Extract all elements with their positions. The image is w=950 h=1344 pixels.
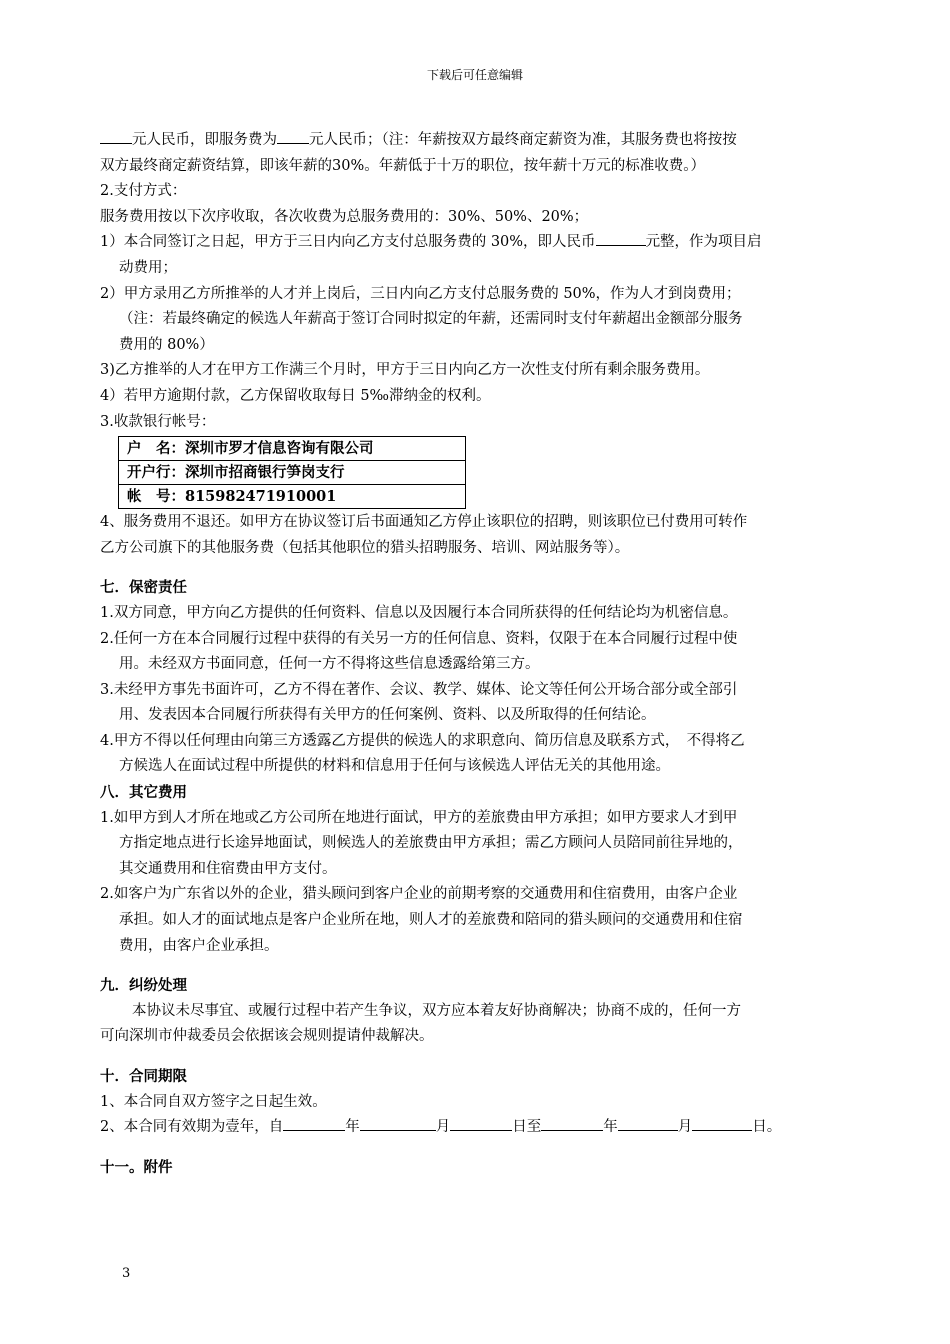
non-refund-line-2: 乙方公司旗下的其他服务费（包括其他职位的猎头招聘服务、培训、网站服务等）。: [100, 539, 630, 556]
non-refund-line-1: 4、服务费用不退还。如甲方在协议签订后书面通知乙方停止该职位的招聘，则该职位已付费用可转作: [100, 514, 748, 531]
blank-field: [618, 1115, 678, 1131]
section-7-line: 2.任何一方在本合同履行过程中获得的有关另一方的任何信息、资料，仅限于在本合同履行过程中使: [100, 630, 738, 647]
section-10-term-line: 2、本合同有效期为壹年，自 年 月 日至 年 月 日。: [100, 1115, 852, 1141]
section-8-line: 其交通费用和住宿费由甲方支付。: [119, 860, 337, 877]
payment-item-1: 1）本合同签订之日起，甲方于三日内向乙方支付总服务费的 30%，即人民币 元整，作为项目启: [100, 230, 852, 256]
section-7-line: 3.未经甲方事先书面许可，乙方不得在著作、会议、教学、媒体、论文等任何公开场合部分或全部引: [100, 681, 738, 698]
section-8-line: 方指定地点进行长途异地面试，则候选人的差旅费由甲方承担；需乙方顾问人员陪同前往异地的，: [119, 835, 743, 852]
section-9-title: 九．纠纷处理: [100, 977, 187, 995]
section-7-line: 用。未经双方书面同意，任何一方不得将这些信息透露给第三方。: [119, 656, 540, 673]
document-body: [100, 128, 852, 1180]
payment-item-1-cont: 动费用；: [119, 259, 177, 276]
section-7-line: 方候选人在面试过程中所提供的材料和信息用于任何与该候选人评估无关的其他用途。: [119, 758, 670, 775]
section-7-line: 4.甲方不得以任何理由向第三方透露乙方提供的候选人的求职意向、简历信息及联系方式， 不得将乙: [100, 732, 745, 749]
section-8-line: 1.如甲方到人才所在地或乙方公司所在地进行面试，甲方的差旅费由甲方承担；如甲方要求人才到甲: [100, 809, 738, 826]
payment-item-2-note-cont: 费用的 80%）: [119, 336, 214, 353]
blank-field: [360, 1115, 436, 1131]
section-9-line: 本协议未尽事宜、或履行过程中若产生争议，双方应本着友好协商解决；协商不成的，任何一方: [132, 1002, 741, 1019]
payment-item-2: 2）甲方录用乙方所推举的人才并上岗后，三日内向乙方支付总服务费的 50%，作为人才到岗费用；: [100, 285, 741, 302]
bank-account-number: 帐 号：815982471910001: [119, 485, 466, 509]
section-8-line: 承担。如人才的面试地点是客户企业所在地，则人才的差旅费和陪同的猎头顾问的交通费用和住宿: [119, 912, 743, 929]
section-7-line: 用、发表因本合同履行所获得有关甲方的任何案例、资料、以及所取得的任何结论。: [119, 707, 656, 724]
blank-field: [541, 1115, 603, 1131]
bank-account-heading: 3.收款银行帐号：: [100, 413, 216, 430]
section-10-title: 十．合同期限: [100, 1068, 187, 1085]
blank-field: [283, 1115, 345, 1131]
blank-field: [277, 128, 309, 144]
section-8-line: 费用，由客户企业承担。: [119, 937, 279, 954]
fee-line-1: 元人民币，即服务费为 元人民币；（注：年薪按双方最终商定薪资为准，其服务费也将按按: [100, 128, 852, 154]
section-7-title: 七．保密责任: [100, 579, 187, 597]
blank-field: [450, 1115, 512, 1131]
page-number: 3: [122, 1266, 131, 1281]
blank-field: [100, 128, 132, 144]
payment-order: 服务费用按以下次序收取，各次收费为总服务费用的：30%、50%、20%；: [100, 208, 589, 225]
payment-item-4: 4）若甲方逾期付款，乙方保留收取每日 5‰滞纳金的权利。: [100, 387, 491, 404]
fee-line-2: 双方最终商定薪资结算，即该年薪的30%。年薪低于十万的职位，按年薪十万元的标准收费。）: [100, 157, 705, 174]
bank-account-name: 户 名：深圳市罗才信息咨询有限公司: [119, 437, 466, 461]
blank-field: [596, 230, 646, 246]
section-9-line: 可向深圳市仲裁委员会依据该会规则提请仲裁解决。: [100, 1028, 434, 1045]
section-8-line: 2.如客户为广东省以外的企业，猎头顾问到客户企业的前期考察的交通费用和住宿费用，由客户企业: [100, 886, 738, 903]
section-7-line: 1.双方同意，甲方向乙方提供的任何资料、信息以及因履行本合同所获得的任何结论均为机密信息。: [100, 604, 738, 621]
bank-account-table: [118, 436, 466, 509]
page-header: 下载后可任意编辑: [426, 68, 523, 82]
payment-method-heading: 2.支付方式：: [100, 183, 187, 200]
payment-item-3: 3)乙方推举的人才在甲方工作满三个月时，甲方于三日内向乙方一次性支付所有剩余服务费用。: [100, 362, 710, 379]
section-10-line: 1、本合同自双方签字之日起生效。: [100, 1093, 327, 1110]
section-8-title: 八．其它费用: [100, 784, 187, 802]
bank-branch: 开户行：深圳市招商银行笋岗支行: [119, 461, 466, 485]
payment-item-2-note: （注：若最终确定的候选人年薪高于签订合同时拟定的年薪，还需同时支付年薪超出金额部分服务: [119, 311, 743, 328]
blank-field: [692, 1115, 752, 1131]
section-11-title: 十一。附件: [100, 1158, 173, 1176]
